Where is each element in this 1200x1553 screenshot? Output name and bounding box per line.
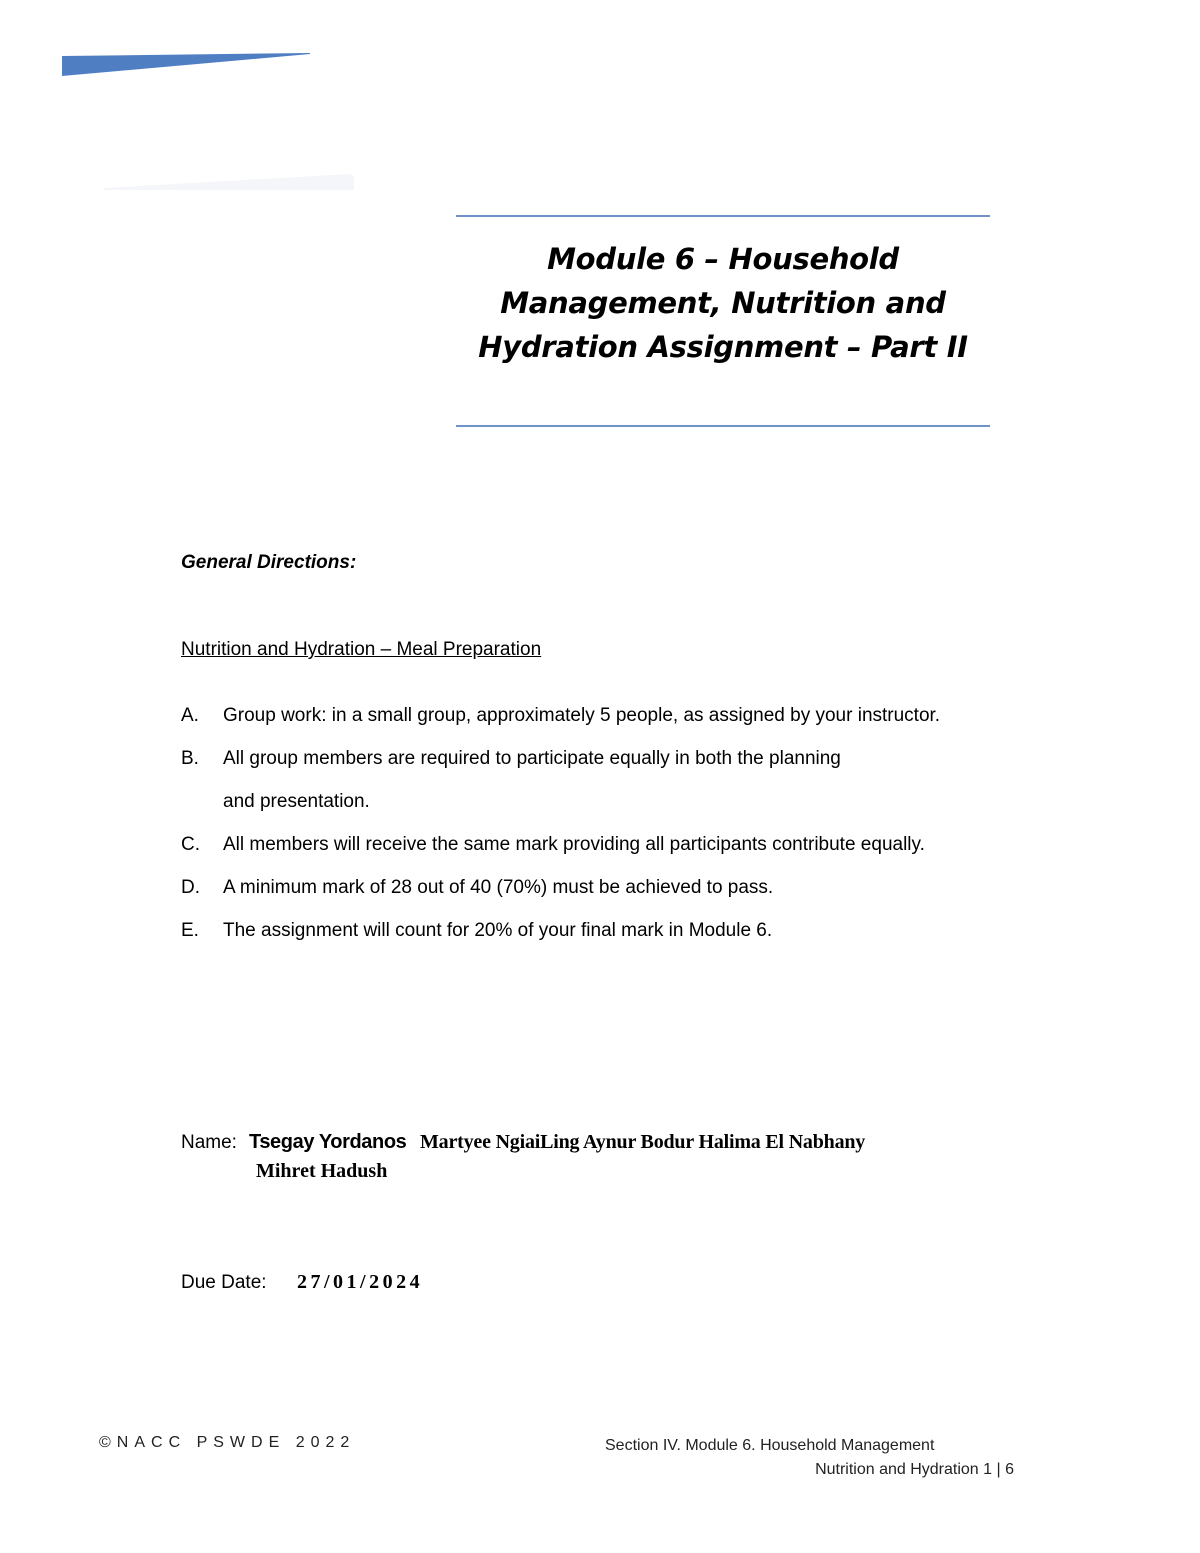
directions-list: [181, 694, 1081, 952]
section-heading: Nutrition and Hydration – Meal Preparation: [181, 639, 542, 660]
logo-faint-shape: [104, 174, 354, 190]
due-date-label: Due Date:: [181, 1272, 267, 1293]
list-marker: C.: [181, 834, 200, 855]
list-marker: B.: [181, 748, 199, 769]
names-rest: Martyee NgiaiLing Aynur Bodur Halima El Nabhany: [420, 1131, 866, 1153]
logo-faint-graphic: [100, 168, 356, 192]
footer-page-number: 1 | 6: [983, 1461, 1014, 1478]
title-bottom-rule: [456, 425, 990, 427]
footer-section-info: [560, 1434, 1014, 1482]
list-item-continuation: and presentation.: [223, 791, 370, 812]
list-marker: A.: [181, 705, 199, 726]
directions-heading: General Directions:: [181, 552, 357, 573]
list-item-text: All members will receive the same mark providing all participants contribute equally.: [223, 834, 925, 855]
list-marker: D.: [181, 877, 200, 898]
list-item: [181, 823, 1081, 866]
list-item-text: All group members are required to participate equally in both the planning: [223, 748, 841, 769]
title-block: [456, 215, 990, 427]
title-top-rule: [456, 215, 990, 217]
list-item-text: A minimum mark of 28 out of 40 (70%) must be achieved to pass.: [223, 877, 774, 898]
list-item: [181, 694, 1081, 737]
list-item: [181, 909, 1081, 952]
list-item: [181, 737, 1081, 823]
logo-stripe-shape: [62, 53, 310, 76]
footer-section-line2: Nutrition and Hydration: [815, 1461, 979, 1478]
list-marker: E.: [181, 920, 199, 941]
due-date-value: 27/01/2024: [297, 1271, 424, 1293]
footer-copyright: ©NACC PSWDE 2022: [99, 1434, 356, 1451]
list-item: [181, 866, 1081, 909]
names-first: Tsegay Yordanos: [249, 1131, 407, 1153]
list-item-text: Group work: in a small group, approximately 5 people, as assigned by your instructor.: [223, 705, 941, 726]
footer-section-line1: Section IV. Module 6. Household Management: [605, 1437, 935, 1454]
list-item-text: The assignment will count for 20% of your final mark in Module 6.: [223, 920, 773, 941]
document-title: Module 6 – Household Management, Nutrition and Hydration Assignment – Part II: [478, 242, 968, 364]
logo-stripe-graphic: [62, 52, 312, 78]
name-label: Name:: [181, 1132, 237, 1153]
names-last: Mihret Hadush: [256, 1160, 388, 1182]
